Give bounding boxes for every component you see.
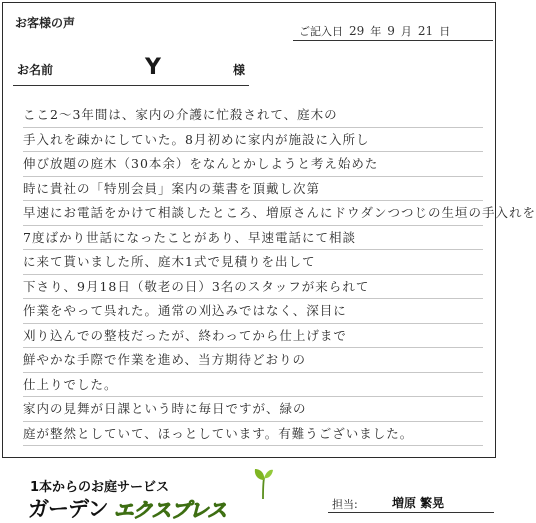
date-underline bbox=[293, 40, 493, 41]
date-day-unit: 日 bbox=[439, 25, 451, 38]
customer-name: Y bbox=[145, 55, 161, 80]
brand-main-text: ガーデン bbox=[28, 497, 108, 521]
comment-line: 鮮やかな手際で作業を進め、当方期待どおりの bbox=[23, 348, 483, 373]
comment-line: 作業をやって呉れた。通常の刈込みではなく、深目に bbox=[23, 299, 483, 324]
name-underline bbox=[13, 85, 249, 86]
handwritten-comment bbox=[23, 103, 536, 446]
comment-line: 7度ばかり世話になったことがあり、早速電話にて相談 bbox=[23, 226, 483, 251]
comment-line: 庭が整然としていて、ほっとしています。有難うございました。 bbox=[23, 422, 483, 447]
sprout-icon bbox=[252, 466, 274, 500]
entry-date bbox=[299, 23, 450, 39]
comment-line: 伸び放題の庭木（30本余）をなんとかしようと考え始めた bbox=[23, 152, 483, 177]
brand-logo bbox=[28, 493, 226, 523]
staff-name: 増原 繁晃 bbox=[392, 496, 445, 510]
form-title: お客様の声 bbox=[15, 16, 76, 30]
comment-line: 時に貴社の「特別会員」案内の葉書を頂戴し次第 bbox=[23, 177, 483, 202]
name-row bbox=[17, 55, 257, 83]
comment-line: 仕上りでした。 bbox=[23, 373, 483, 398]
service-tagline: 1本からのお庭サービス bbox=[30, 480, 170, 495]
comment-line: 早速にお電話をかけて相談したところ、増原さんにドウダンつつじの生垣の手入れを bbox=[23, 201, 483, 226]
comment-line: 下さり、9月18日（敬老の日）3名のスタッフが来られて bbox=[23, 275, 483, 300]
date-month-unit: 月 bbox=[400, 25, 412, 38]
comment-line: ここ2〜3年間は、家内の介護に忙殺されて、庭木の bbox=[23, 103, 483, 128]
staff-underline bbox=[328, 512, 494, 513]
comment-line: に来て貰いました所、庭木1式で見積りを出して bbox=[23, 250, 483, 275]
date-label: ご記入日 bbox=[299, 25, 343, 38]
date-day: 21 bbox=[417, 24, 434, 38]
date-year: 29 bbox=[349, 24, 365, 38]
brand-accent-text: エクスプレス bbox=[113, 497, 226, 522]
staff-label: 担当: bbox=[332, 498, 358, 511]
date-year-unit: 年 bbox=[370, 25, 382, 38]
name-honorific: 様 bbox=[233, 63, 246, 77]
comment-line: 手入れを疎かにしていた。8月初めに家内が施設に入所し bbox=[23, 128, 483, 153]
name-label: お名前 bbox=[17, 63, 54, 77]
comment-line: 家内の見舞が日課という時に毎日ですが、緑の bbox=[23, 397, 483, 422]
date-month: 9 bbox=[387, 24, 395, 38]
feedback-form bbox=[2, 2, 536, 458]
comment-line: 刈り込んでの整枝だったが、終わってから仕上げまで bbox=[23, 324, 483, 349]
